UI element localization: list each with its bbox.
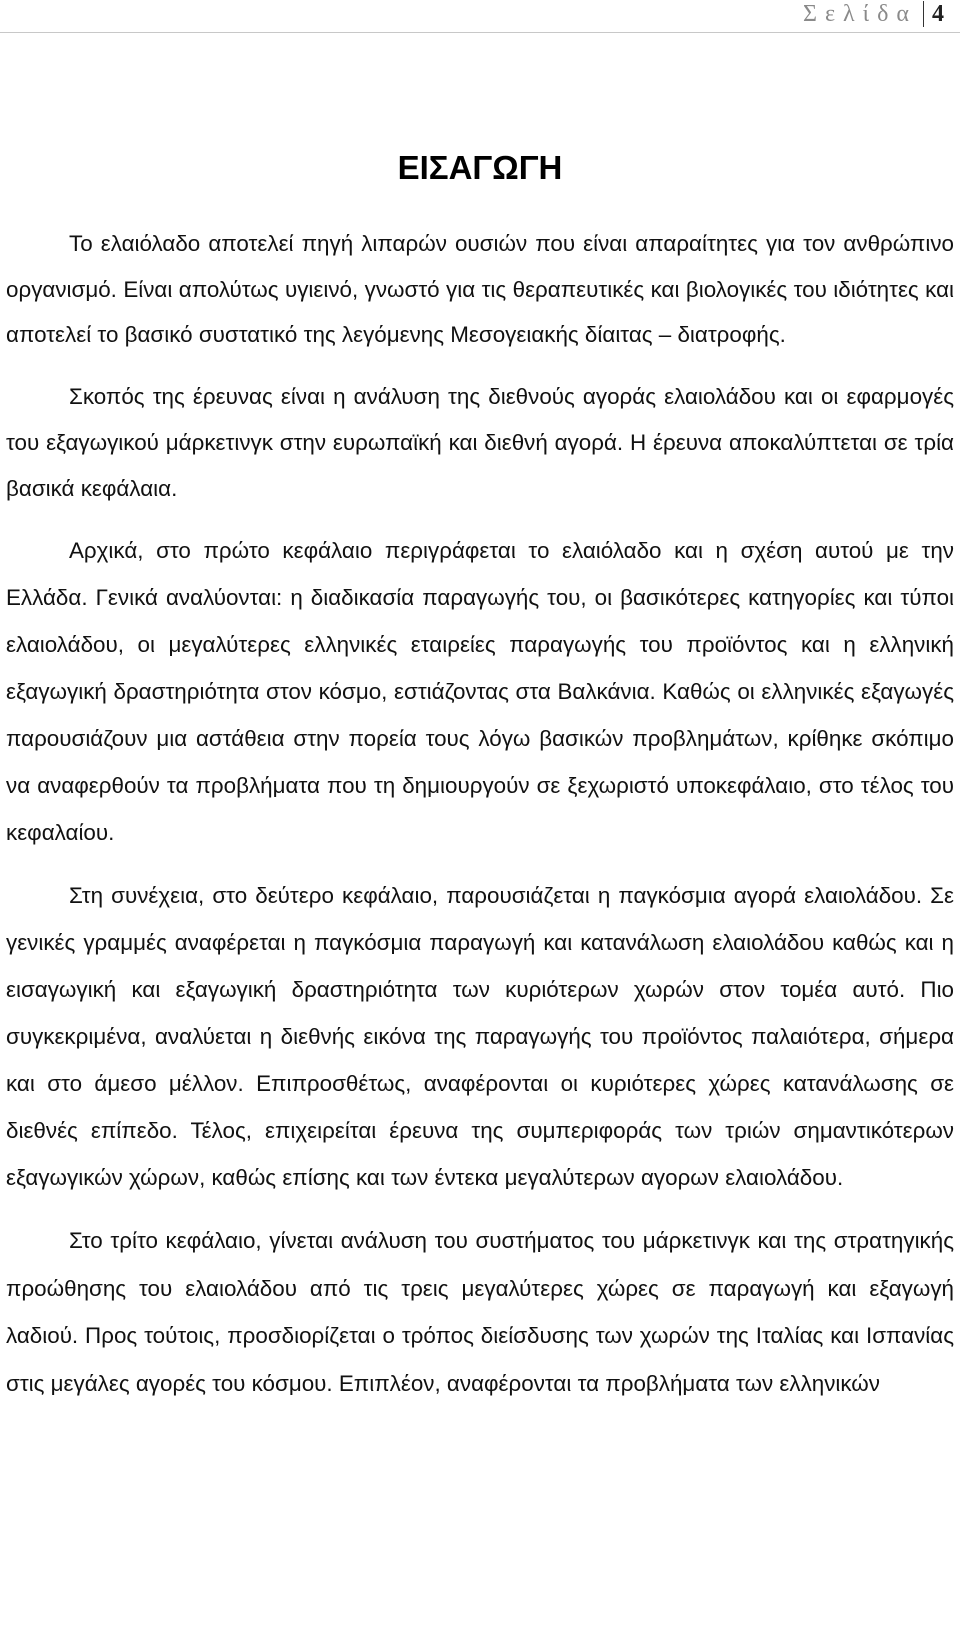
section-heading: ΕΙΣΑΓΩΓΗ xyxy=(397,149,563,186)
page-label: Σελίδα xyxy=(802,0,917,27)
page-header xyxy=(0,0,960,33)
page-number-divider xyxy=(923,1,924,27)
document-body xyxy=(6,221,954,1407)
paragraph-chapter-three: Στο τρίτο κεφάλαιο, γίνεται ανάλυση του συστήματος του μάρκετινγκ και της στρατηγικής προώθησης του ελαιολάδου από τις τρεις μεγαλύτερες χώρες σε παραγωγή και εξαγωγή λαδιού. Προς τούτοις, προσδιορίζεται ο τρόπος διείσδυσης των χωρών της Ιταλίας και Ισπανίας στις μεγάλες αγορές του κόσμου. Επιπλέον, αναφέρονται τα προβλήματα των ελληνικών xyxy=(6,1228,954,1396)
page-number-block xyxy=(803,0,944,28)
paragraph-purpose: Σκοπός της έρευνας είναι η ανάλυση της διεθνούς αγοράς ελαιολάδου και οι εφαρμογές του εξαγωγικού μάρκετινγκ στην ευρωπαϊκή και διεθνή αγορά. Η έρευνα αποκαλύπτεται σε τρία βασικά κεφάλαια. xyxy=(6,384,954,501)
page-number: 4 xyxy=(932,0,944,27)
paragraph-chapter-one: Αρχικά, στο πρώτο κεφάλαιο περιγράφεται το ελαιόλαδο και η σχέση αυτού με την Ελλάδα. Γενικά αναλύονται: η διαδικασία παραγωγής του, οι βασικότερες κατηγορίες και τύποι ελαιολάδου, οι μεγαλύτερες ελληνικές εταιρείες παραγωγής του προϊόντος και η ελληνική εξαγωγική δραστηριότητα στον κόσμο, εστιάζοντας στα Βαλκάνια. Καθώς οι ελληνικές εξαγωγές παρουσιάζουν μια αστάθεια στην πορεία τους λόγω βασικών προβλημάτων, κρίθηκε σκόπιμο να αναφερθούν τα προβλήματα που τη δημιουργούν σε ξεχωριστό υποκεφάλαιο, στο τέλος του κεφαλαίου. xyxy=(6,538,954,846)
paragraph-chapter-two: Στη συνέχεια, στο δεύτερο κεφάλαιο, παρουσιάζεται η παγκόσμια αγορά ελαιολάδου. Σε γενικές γραμμές αναφέρεται η παγκόσμια παραγωγή και κατανάλωση ελαιολάδου καθώς και η εισαγωγική και εξαγωγική δραστηριότητα των κυριότερων χωρών στον τομέα αυτό. Πιο συγκεκριμένα, αναλύεται η διεθνής εικόνα της παραγωγής του προϊόντος παλαιότερα, σήμερα και στο άμεσο μέλλον. Επιπροσθέτως, αναφέρονται οι κυριότερες χώρες κατανάλωσης σε διεθνές επίπεδο. Τέλος, επιχειρείται έρευνα της συμπεριφοράς των τριών σημαντικότερων εξαγωγικών χώρων, καθώς επίσης και των έντεκα μεγαλύτερων αγορων ελαιολάδου. xyxy=(6,883,954,1191)
paragraph-introduction: Το ελαιόλαδο αποτελεί πηγή λιπαρών ουσιών που είναι απαραίτητες για τον ανθρώπινο οργανισμό. Είναι απολύτως υγιεινό, γνωστό για τις θεραπευτικές και βιολογικές του ιδιότητες και αποτελεί το βασικό συστατικό της λεγόμενης Μεσογειακής δίαιτας – διατροφής. xyxy=(6,231,954,348)
